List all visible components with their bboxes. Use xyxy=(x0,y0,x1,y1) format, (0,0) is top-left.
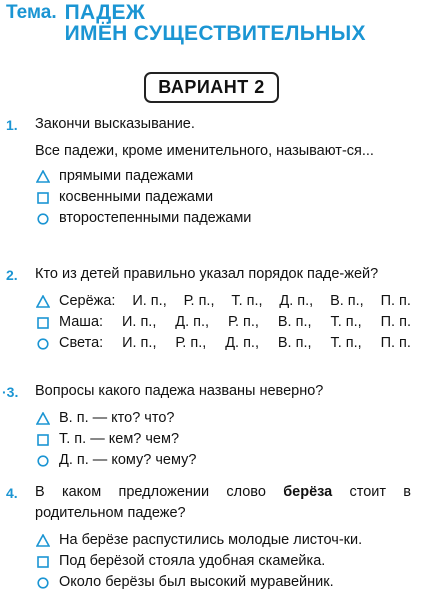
answer-text: В. п. — кто? что? xyxy=(59,410,175,426)
question-text: Закончи высказывание. xyxy=(35,116,195,132)
topic-line xyxy=(6,2,416,44)
case-abbr: Р. п., xyxy=(183,293,215,309)
answer-options xyxy=(0,408,423,471)
answer-option[interactable] xyxy=(0,551,423,572)
case-abbr: П. п. xyxy=(380,335,411,351)
topic-title-line-1: ПАДЕЖ xyxy=(64,1,146,24)
answer-option[interactable] xyxy=(0,450,423,471)
answer-options xyxy=(0,530,423,593)
case-abbr: П. п. xyxy=(380,314,411,330)
answer-options xyxy=(0,291,423,354)
question-statement: Все падежи, кроме именительного, называют-ся... xyxy=(35,143,374,159)
case-abbr: П. п. xyxy=(380,293,411,309)
case-abbr: Д. п., xyxy=(225,335,259,351)
square-icon[interactable] xyxy=(35,551,51,572)
case-abbr: В. п., xyxy=(277,314,312,330)
answer-option[interactable] xyxy=(0,187,423,208)
triangle-icon[interactable] xyxy=(35,408,51,429)
case-abbr: Р. п., xyxy=(228,314,259,330)
case-abbr: В. п., xyxy=(277,335,312,351)
case-abbr: Р. п., xyxy=(175,335,207,351)
case-abbr: Т. п., xyxy=(231,293,263,309)
case-order xyxy=(59,291,411,312)
answer-option[interactable] xyxy=(0,408,423,429)
answer-text: Т. п. — кем? чем? xyxy=(59,431,180,447)
question-number: ·3. xyxy=(2,384,19,400)
case-order xyxy=(59,333,411,354)
topic-label: Тема. xyxy=(6,2,57,23)
answer-text: На берёзе распустились молодые листоч-ки. xyxy=(59,532,363,548)
child-name: Маша: xyxy=(59,314,104,330)
answer-option[interactable] xyxy=(0,429,423,450)
answer-option[interactable] xyxy=(0,312,423,333)
question-text-start: В каком предложении слово xyxy=(35,484,284,500)
question-number: 4. xyxy=(6,485,18,501)
answer-option[interactable] xyxy=(0,208,423,229)
case-order xyxy=(59,312,411,333)
question-text xyxy=(35,482,411,524)
circle-icon[interactable] xyxy=(35,208,51,229)
circle-icon[interactable] xyxy=(35,450,51,471)
question-text: Вопросы какого падежа названы неверно? xyxy=(35,383,324,399)
circle-icon[interactable] xyxy=(35,333,51,354)
square-icon[interactable] xyxy=(35,312,51,333)
answer-text: косвенными падежами xyxy=(59,189,214,205)
topic-title-line-2: ИМЁН СУЩЕСТВИТЕЛЬНЫХ xyxy=(64,22,366,45)
question-3 xyxy=(0,381,423,482)
triangle-icon[interactable] xyxy=(35,291,51,312)
answer-options xyxy=(0,166,423,229)
answer-text: прямыми падежами xyxy=(59,168,194,184)
triangle-icon[interactable] xyxy=(35,530,51,551)
case-abbr: И. п., xyxy=(122,335,157,351)
answer-option[interactable] xyxy=(0,166,423,187)
answer-option[interactable] xyxy=(0,291,423,312)
case-abbr: Д. п., xyxy=(279,293,314,309)
case-abbr: Д. п., xyxy=(175,314,210,330)
case-abbr: И. п., xyxy=(132,293,167,309)
child-name: Серёжа: xyxy=(59,293,116,309)
answer-text: второстепенными падежами xyxy=(59,210,252,226)
page-header xyxy=(6,2,416,44)
circle-icon[interactable] xyxy=(35,572,51,593)
answer-text: Д. п. — кому? чему? xyxy=(59,452,197,468)
question-text-end: стоит в родительном падеже? xyxy=(35,484,411,521)
child-name: Света: xyxy=(59,335,104,351)
question-1 xyxy=(0,114,423,264)
variant-wrap xyxy=(0,72,423,103)
answer-option[interactable] xyxy=(0,333,423,354)
question-number: 2. xyxy=(6,267,18,283)
case-abbr: И. п., xyxy=(121,314,157,330)
question-text: Кто из детей правильно указал порядок паде-жей? xyxy=(35,266,379,282)
questions-list xyxy=(0,114,423,593)
answer-option[interactable] xyxy=(0,572,423,593)
case-abbr: Т. п., xyxy=(330,314,362,330)
question-keyword: берёза xyxy=(283,484,333,500)
answer-text: Около берёзы был высокий муравейник. xyxy=(59,574,334,590)
question-2 xyxy=(0,264,423,381)
case-abbr: Т. п., xyxy=(330,335,362,351)
square-icon[interactable] xyxy=(35,429,51,450)
question-number: 1. xyxy=(6,117,18,133)
question-4 xyxy=(0,482,423,593)
variant-badge: ВАРИАНТ 2 xyxy=(144,72,279,103)
answer-option[interactable] xyxy=(0,530,423,551)
case-abbr: В. п., xyxy=(330,293,364,309)
triangle-icon[interactable] xyxy=(35,166,51,187)
topic-title xyxy=(65,2,366,44)
answer-text: Под берёзой стояла удобная скамейка. xyxy=(59,553,326,569)
square-icon[interactable] xyxy=(35,187,51,208)
